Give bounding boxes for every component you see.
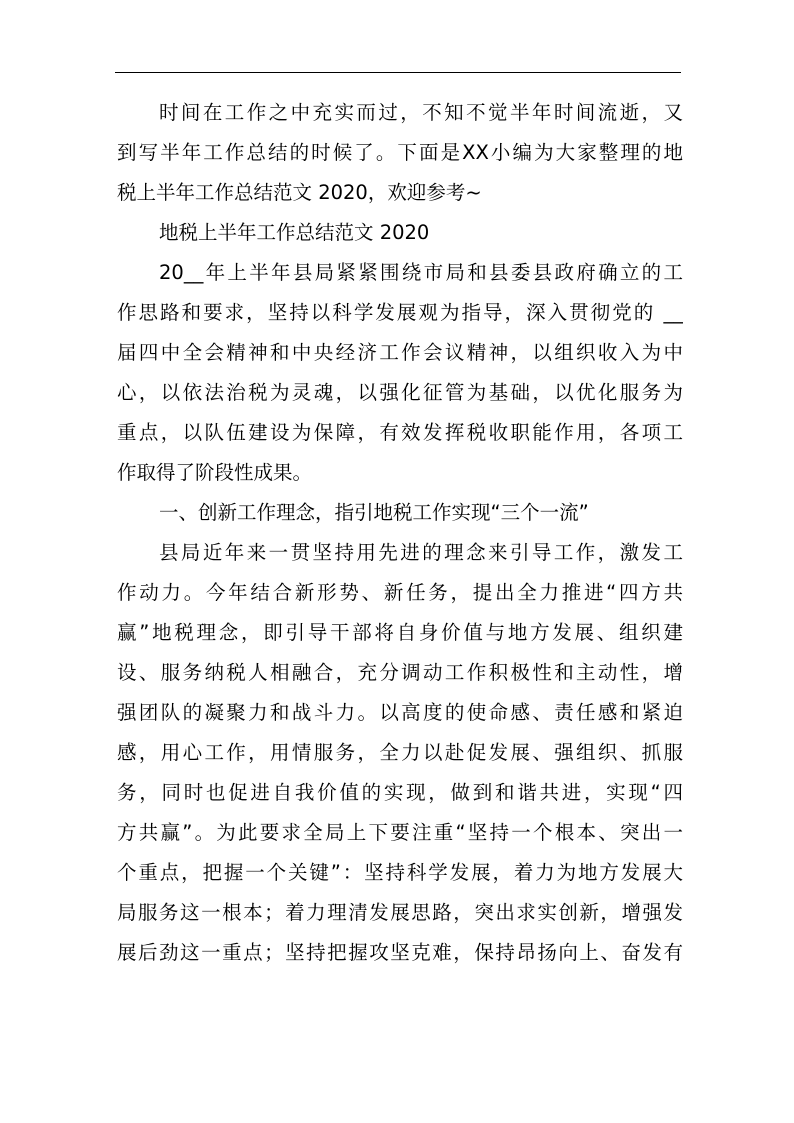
text-line-21: 局服务这一根本；着力理清发展思路，突出求实创新，增强发	[117, 901, 683, 924]
header-rule	[115, 72, 681, 73]
text-line-10: 作取得了阶段性成果。	[117, 461, 313, 484]
section-title: 地税上半年工作总结范文 2020	[159, 221, 430, 244]
text-line-19: 方共赢”。为此要求全局上下要注重“坚持一个根本、突出一	[117, 821, 683, 844]
text-line-7: 届四中全会精神和中央经济工作会议精神，以组织收入为中	[117, 341, 683, 364]
document-body	[117, 93, 683, 973]
text-line-13: 作动力。今年结合新形势、新任务，提出全力推进“四方共	[117, 581, 683, 604]
text-line-14: 赢”地税理念，即引导干部将自身价值与地方发展、组织建	[117, 621, 683, 644]
text-line-17: 感，用心工作，用情服务，全力以赴促发展、强组织、抓服	[117, 741, 683, 764]
text-line-5: 20__年上半年县局紧紧围绕市局和县委县政府确立的工	[159, 261, 683, 284]
text-line-8: 心，以依法治税为灵魂，以强化征管为基础，以优化服务为	[117, 381, 683, 404]
text-line-3: 税上半年工作总结范文 2020，欢迎参考~	[117, 181, 482, 204]
text-line-9: 重点，以队伍建设为保障，有效发挥税收职能作用，各项工	[117, 421, 683, 444]
text-line-22: 展后劲这一重点；坚持把握攻坚克难，保持昂扬向上、奋发有	[117, 941, 683, 964]
text-line-15: 设、服务纳税人相融合，充分调动工作积极性和主动性，增	[117, 661, 683, 684]
text-line-16: 强团队的凝聚力和战斗力。以高度的使命感、责任感和紧迫	[117, 701, 683, 724]
text-line-12: 县局近年来一贯坚持用先进的理念来引导工作，激发工	[159, 541, 683, 564]
text-line-2: 到写半年工作总结的时候了。下面是XX小编为大家整理的地	[117, 141, 683, 164]
subsection-heading: 一、创新工作理念，指引地税工作实现“三个一流”	[159, 501, 589, 524]
text-line-20: 个重点，把握一个关键”：坚持科学发展，着力为地方发展大	[117, 861, 683, 884]
text-line-6: 作思路和要求，坚持以科学发展观为指导，深入贯彻党的 __	[117, 301, 683, 324]
text-line-18: 务，同时也促进自我价值的实现，做到和谐共进，实现“四	[117, 781, 683, 804]
text-line-1: 时间在工作之中充实而过，不知不觉半年时间流逝，又	[159, 101, 683, 124]
